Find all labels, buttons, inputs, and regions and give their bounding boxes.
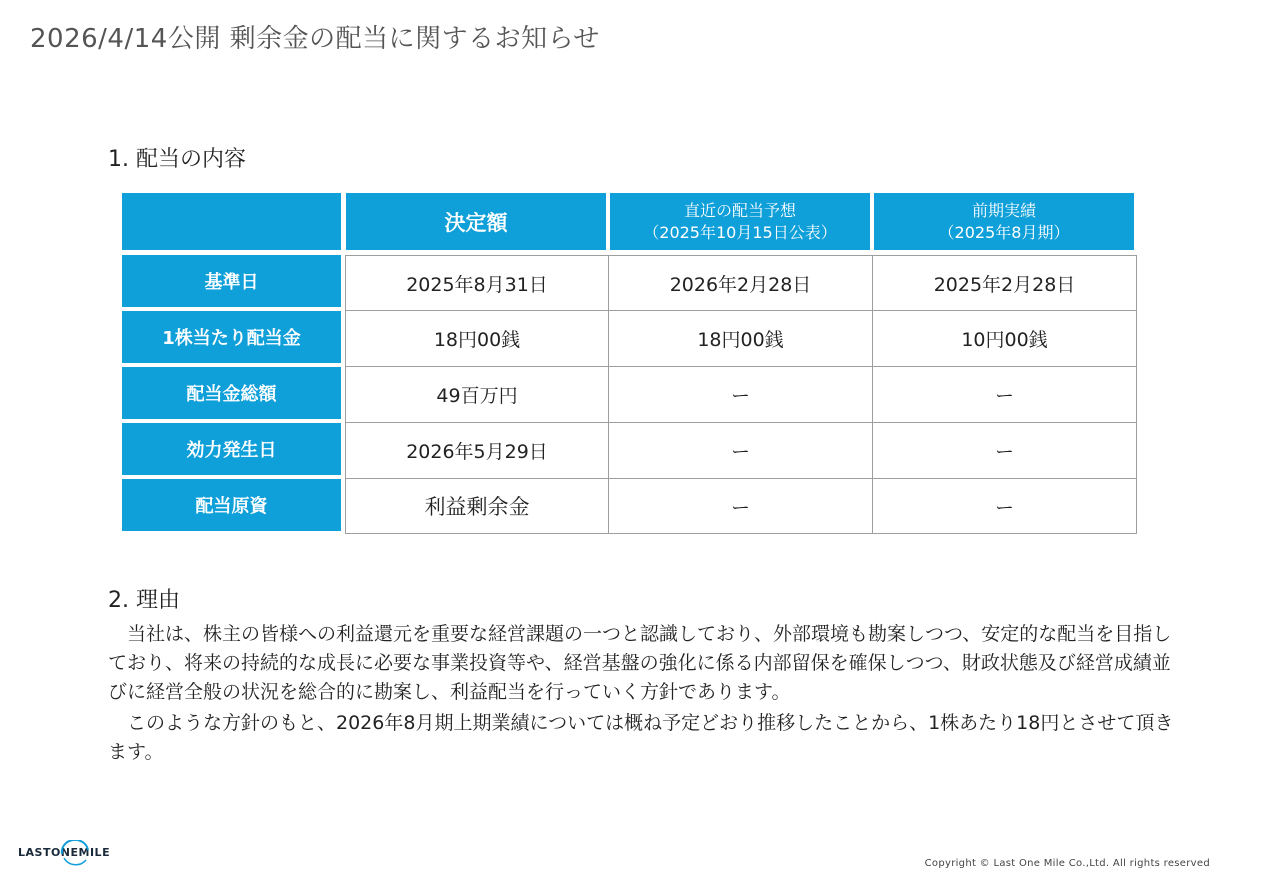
logo-swoosh-icon: [60, 840, 90, 868]
row-header-dividend-per-share: 1株当たり配当金: [122, 311, 341, 363]
table-cell: ー: [609, 423, 873, 479]
table-cell: ー: [873, 423, 1137, 479]
table-cell: ー: [873, 367, 1137, 423]
table-cell: 49百万円: [345, 367, 609, 423]
table-cell: ー: [609, 367, 873, 423]
table-corner-cell: [122, 193, 341, 250]
column-header-label: 決定額: [444, 210, 508, 235]
table-cell: 2026年2月28日: [609, 255, 873, 311]
table-cell: 2025年8月31日: [345, 255, 609, 311]
company-logo: [18, 846, 110, 859]
reason-text: [108, 620, 1188, 769]
section-heading-content: 1. 配当の内容: [108, 147, 246, 172]
copyright-text: Copyright © Last One Mile Co.,Ltd. All rights reserved: [924, 858, 1210, 869]
dividend-table: [122, 193, 1138, 534]
table-cell: 2026年5月29日: [345, 423, 609, 479]
table-cell: 2025年2月28日: [873, 255, 1137, 311]
column-header-sublabel: （2025年8月期）: [938, 222, 1070, 242]
logo-text: LASTONEMILE: [18, 846, 111, 859]
row-header-dividend-source: 配当原資: [122, 479, 341, 531]
table-cell: 10円00銭: [873, 311, 1137, 367]
table-cell: 18円00銭: [609, 311, 873, 367]
column-header-sublabel: （2025年10月15日公表）: [643, 222, 837, 242]
column-header-previous: [874, 193, 1134, 250]
column-header-decided: [346, 193, 606, 250]
page-title: 2026/4/14公開 剰余金の配当に関するお知らせ: [30, 24, 600, 54]
column-header-label: 前期実績: [971, 200, 1036, 220]
column-header-label: 直近の配当予想: [683, 200, 796, 220]
section-heading-reason: 2. 理由: [108, 588, 180, 613]
row-header-record-date: 基準日: [122, 255, 341, 307]
reason-paragraph: このような方針のもと、2026年8月期上期業績については概ね予定どおり推移したことから、1株あたり18円とさせて頂きます。: [108, 712, 1174, 763]
reason-paragraph: 当社は、株主の皆様への利益還元を重要な経営課題の一つと認識しており、外部環境も勘案しつつ、安定的な配当を目指しており、将来の持続的な成長に必要な事業投資等や、経営基盤の強化に係る内部留保を確保しつつ、財政状態及び経営成績並びに経営全般の状況を総合的に勘案し、利益配当を行っていく方針であります。: [108, 623, 1172, 703]
table-cell: 18円00銭: [345, 311, 609, 367]
row-header-effective-date: 効力発生日: [122, 423, 341, 475]
table-cell: 利益剰余金: [345, 479, 609, 534]
table-cell: ー: [873, 479, 1137, 534]
column-header-forecast: [610, 193, 870, 250]
table-cell: ー: [609, 479, 873, 534]
row-header-total-dividend: 配当金総額: [122, 367, 341, 419]
